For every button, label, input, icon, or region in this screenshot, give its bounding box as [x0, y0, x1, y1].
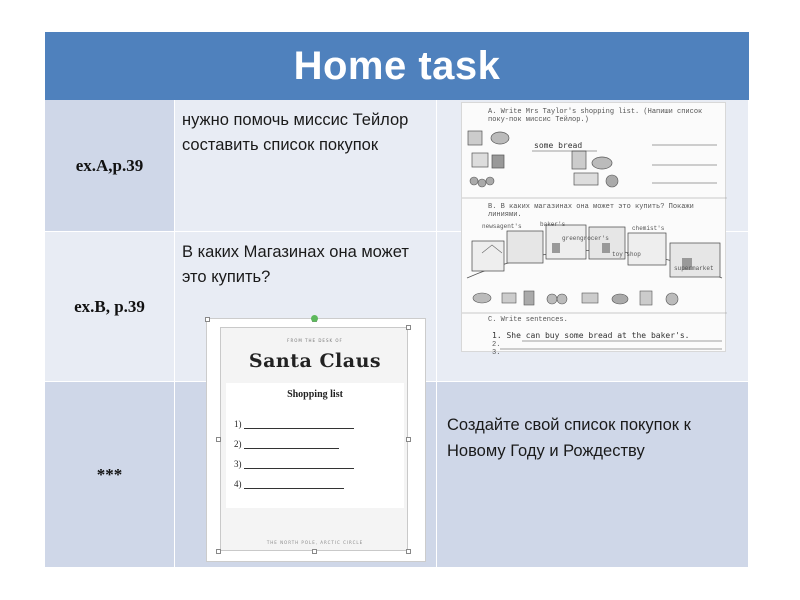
shopping-list-heading: Shopping list [287, 389, 343, 400]
shopping-list-sheet [226, 383, 404, 508]
exercise-a-example: some bread [534, 141, 583, 150]
resize-handle-bottom-left[interactable] [216, 549, 221, 554]
resize-handle-top-right[interactable] [406, 325, 411, 330]
exercise-c-instruction: C. Write sentences. [488, 316, 568, 324]
santa-shopping-list-image[interactable] [206, 318, 426, 562]
row-1-label-cell [45, 100, 175, 232]
row-3-text-cell-right [437, 382, 749, 568]
santa-letterhead [220, 327, 408, 551]
rotate-handle[interactable] [311, 315, 318, 322]
workbook-page-image [461, 102, 726, 357]
shop-label-supermarket: supermarket [674, 265, 714, 272]
exercise-a-instruction: A. Write Mrs Taylor's shopping list. (Напиши список поку-пок миссис Тейлор.) [488, 108, 703, 124]
list-item: 3) [234, 459, 354, 469]
row-1-text-cell [175, 100, 437, 232]
row-1-label: ex.A,p.39 [75, 155, 144, 175]
resize-handle-left[interactable] [216, 437, 221, 442]
exercise-b-instruction: B. В каких магазинах она может это купить? Покажи линиями. [488, 203, 694, 219]
resize-handle-bottom[interactable] [312, 549, 317, 554]
exercise-c-sentence-2: 2. [492, 341, 501, 349]
shop-label-greengrocers: greengrocer's [562, 235, 609, 242]
santa-title: Santa Claus [248, 350, 382, 372]
list-item: 4) [234, 479, 344, 489]
page-title: Home task [293, 43, 501, 88]
shop-label-bakers: baker's [540, 221, 566, 228]
row-3-text: Создайте свой список покупок к Новому Году и Рождеству [447, 416, 691, 460]
row-3-label-cell [45, 382, 175, 568]
resize-handle-bottom-right[interactable] [406, 549, 411, 554]
resize-handle-top-left[interactable] [205, 317, 210, 322]
table-header [45, 32, 749, 100]
shop-label-newsagents: newsagent's [482, 223, 522, 230]
row-1-text: нужно помочь миссис Тейлор составить список покупок [182, 111, 409, 154]
exercise-c-sentence-1: 1. She can buy some bread at the baker's. [492, 331, 690, 340]
list-item: 1) [234, 419, 354, 429]
list-item: 2) [234, 439, 339, 449]
row-2-label-cell [45, 232, 175, 382]
shop-label-toy-shop: toy shop [612, 251, 641, 258]
shop-label-chemists: chemist's [632, 225, 665, 232]
row-2-text: В каких Магазинах она может это купить? [182, 243, 409, 286]
row-2-label: ex.B, p.39 [74, 296, 145, 316]
exercise-c-sentence-3: 3. [492, 349, 501, 357]
resize-handle-right[interactable] [406, 437, 411, 442]
row-3-label: *** [96, 464, 123, 484]
santa-footer: THE NORTH POLE, ARCTIC CIRCLE [266, 540, 364, 545]
santa-top-caption: FROM THE DESK OF [287, 338, 343, 343]
